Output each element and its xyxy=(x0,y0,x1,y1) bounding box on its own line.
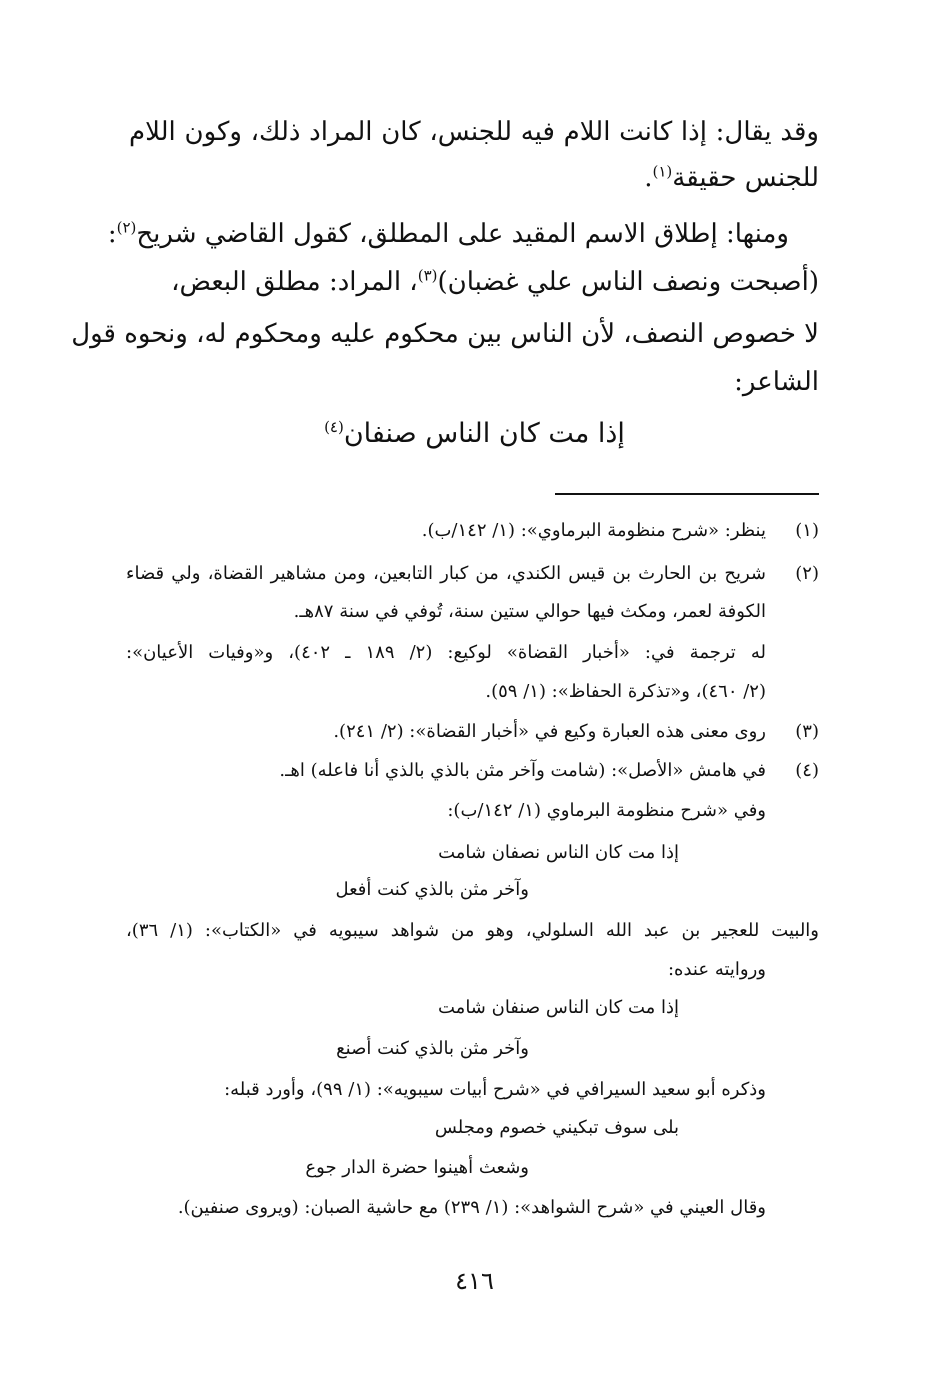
verse-1-second-hemistich: وآخر مثن بالذي كنت أفعل xyxy=(335,879,529,900)
footnote-number-1: (١) xyxy=(795,520,819,541)
footnote-number-4: (٤) xyxy=(795,760,819,781)
main-paragraph-2-line-3: لا خصوص النصف، لأن الناس بين محكوم عليه ومحكوم له، ونحوه قول xyxy=(71,319,819,349)
verse-3-second-hemistich: وشعث أهينوا حضرة الدار جوع xyxy=(305,1157,529,1178)
footnote-4-line-6: وقال العيني في «شرح الشواهد»: (١/ ٢٣٩) مع حاشية الصبان: (ويروى صنفين). xyxy=(177,1197,766,1218)
footnote-4-line-4: وروايته عنده: xyxy=(667,959,766,980)
punctuation: . xyxy=(644,163,653,193)
footnote-2-line-4: (٢/ ٤٦٠)، و«تذكرة الحفاظ»: (١/ ٥٩). xyxy=(485,681,766,702)
footnote-1-text: ينظر: «شرح منظومة البرماوي»: (١/ ١٤٢/ب). xyxy=(421,520,766,541)
main-text: ، المراد: مطلق البعض، xyxy=(171,267,418,297)
footnote-ref-2: (٢) xyxy=(116,218,137,237)
punctuation: : xyxy=(107,219,117,249)
main-paragraph-2-line-1 xyxy=(107,216,819,252)
footnote-2-line-3: له ترجمة في: «أخبار القضاة» لوكيع: (٢/ ١٨٩ ـ ٤٠٢)، و«وفيات الأعيان»: xyxy=(126,642,767,663)
footnote-ref-4: (٤) xyxy=(324,418,344,436)
footnote-2-line-1: شريح بن الحارث بن قيس الكندي، من كبار التابعين، ومن مشاهير القضاة، ولي قضاء xyxy=(126,563,766,584)
footnote-ref-1: (١) xyxy=(652,162,673,181)
footnote-ref-3: (٣) xyxy=(417,266,438,285)
verse-3-first-hemistich: بلى سوف تبكيني خصوم ومجلس xyxy=(434,1117,679,1138)
main-paragraph-2-line-2 xyxy=(129,264,819,300)
main-verse xyxy=(0,416,949,452)
footnote-4-line-2: وفي «شرح منظومة البرماوي (١/ ١٤٢/ب): xyxy=(447,800,766,821)
main-paragraph-2-line-4: الشاعر: xyxy=(734,367,819,397)
footnote-4-line-5: وذكره أبو سعيد السيرافي في «شرح أبيات سيبويه»: (١/ ٩٩)، وأورد قبله: xyxy=(224,1079,766,1100)
footnote-4-line-3: والبيت للعجير بن عبد الله السلولي، وهو من شواهد سيبويه في «الكتاب»: (١/ ٣٦)، xyxy=(126,920,819,941)
verse-text: إذا مت كان الناس صنفان xyxy=(343,418,625,449)
page-number: ٤١٦ xyxy=(455,1267,494,1295)
main-paragraph-1-line-1: وقد يقال: إذا كانت اللام فيه للجنس، كان المراد ذلك، وكون اللام xyxy=(129,117,819,147)
footnote-2-line-2: الكوفة لعمر، ومكث فيها حوالي ستين سنة، تُوفي في سنة ٨٧هـ. xyxy=(293,601,766,622)
footnote-3-text: روى معنى هذه العبارة وكيع في «أخبار القضاة»: (٢/ ٢٤١). xyxy=(333,721,766,742)
verse-1-first-hemistich: إذا مت كان الناس نصفان شامت xyxy=(438,842,679,863)
verse-2-first-hemistich: إذا مت كان الناس صنفان شامت xyxy=(438,997,679,1018)
footnote-number-2: (٢) xyxy=(795,563,819,584)
main-paragraph-1-line-2 xyxy=(129,160,819,196)
footnote-4-line-1: في هامش «الأصل»: (شامت وآخر مثن بالذي بالذي أنا فاعله) اهـ. xyxy=(279,760,766,781)
verse-2-second-hemistich: وآخر مثن بالذي كنت أصنع xyxy=(336,1038,529,1059)
footnote-number-3: (٣) xyxy=(795,721,819,742)
main-text: ومنها: إطلاق الاسم المقيد على المطلق، كقول القاضي شريح xyxy=(136,219,789,249)
footnote-separator xyxy=(555,493,819,495)
main-text: (أصبحت ونصف الناس علي غضبان) xyxy=(437,267,819,297)
main-text: للجنس حقيقة xyxy=(672,163,819,193)
